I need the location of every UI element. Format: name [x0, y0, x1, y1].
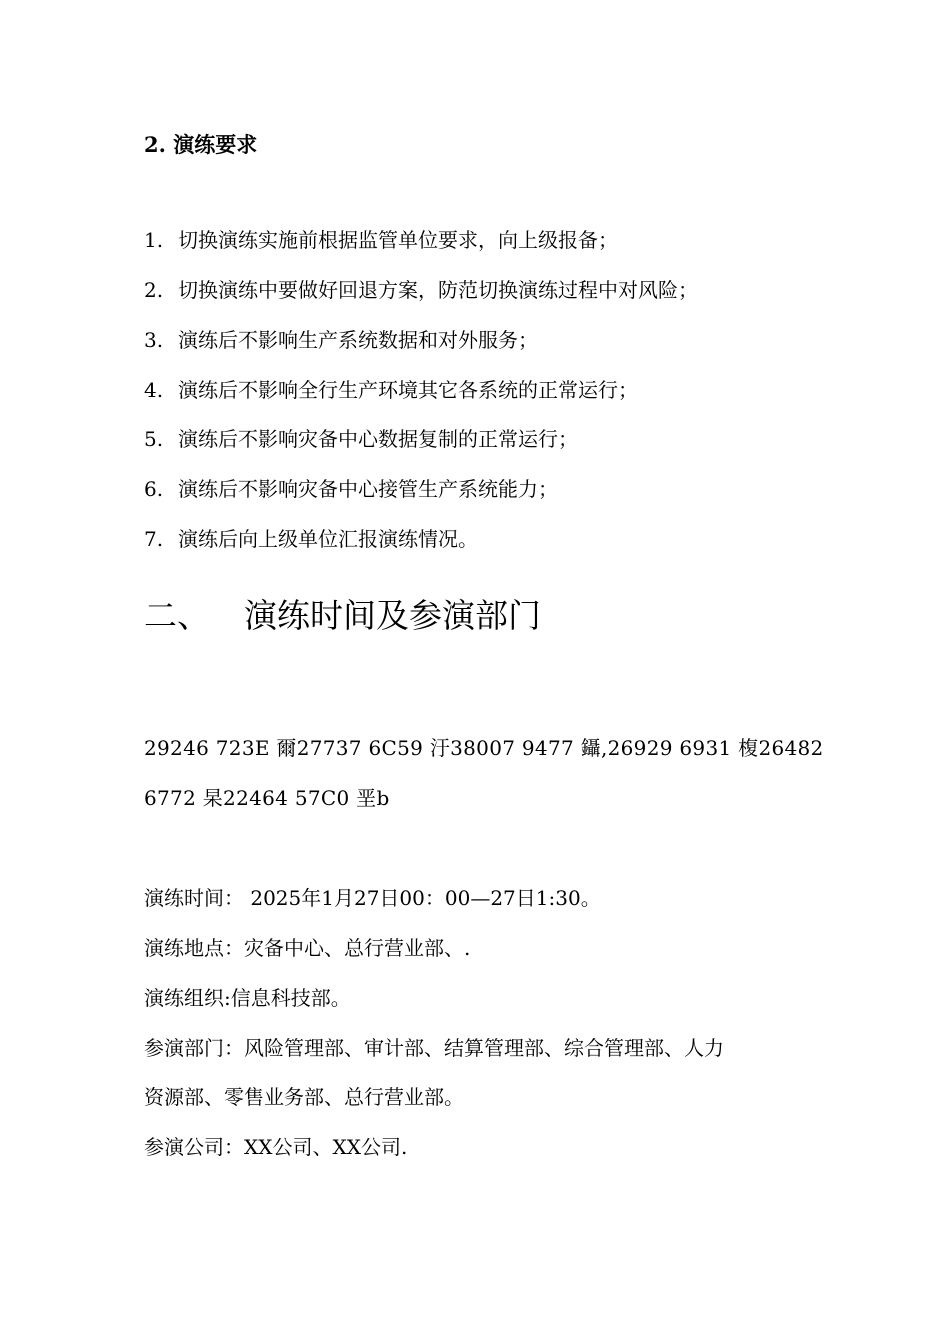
- requirement-item: [144, 525, 478, 553]
- item-number: 1.: [144, 228, 164, 252]
- garbled-text-line: 6772 杲22464 57C0 垩b: [144, 786, 390, 810]
- section-title: 演练时间及参演部门: [244, 596, 541, 635]
- section-heading: [144, 594, 541, 638]
- item-text: 切换演练中要做好回退方案，防范切换演练过程中对风险；: [178, 278, 698, 302]
- participating-departments: 参演部门：风险管理部、审计部、结算管理部、综合管理部、人力: [144, 1036, 724, 1060]
- item-number: 7.: [144, 527, 164, 551]
- item-text: 演练后不影响生产系统数据和对外服务；: [178, 328, 538, 352]
- item-number: 3.: [144, 328, 164, 352]
- item-number: 2.: [144, 278, 164, 302]
- item-text: 演练后向上级单位汇报演练情况。: [178, 527, 478, 551]
- item-text: 演练后不影响灾备中心接管生产系统能力；: [178, 477, 558, 501]
- item-number: 4.: [144, 378, 164, 402]
- requirement-item: [144, 276, 698, 304]
- requirements-heading: 2. 演练要求: [144, 132, 258, 157]
- garbled-text-line: 29246 723E 爾27737 6C59 汙38007 9477 鑷,26929 6931 椱26482: [144, 736, 824, 760]
- item-number: 5.: [144, 427, 164, 451]
- drill-time: 演练时间： 2025年1月27日00：00—27日1:30。: [144, 886, 601, 910]
- requirement-item: [144, 326, 538, 354]
- drill-location: 演练地点：灾备中心、总行营业部、.: [144, 936, 471, 960]
- item-text: 演练后不影响全行生产环境其它各系统的正常运行；: [178, 378, 638, 402]
- item-number: 6.: [144, 477, 164, 501]
- drill-organizer: 演练组织:信息科技部。: [144, 986, 351, 1010]
- item-text: 切换演练实施前根据监管单位要求，向上级报备；: [178, 228, 618, 252]
- requirement-item: [144, 376, 638, 404]
- participating-departments-cont: 资源部、零售业务部、总行营业部。: [144, 1085, 464, 1109]
- participating-companies: 参演公司：XX公司、XX公司.: [144, 1135, 408, 1159]
- section-number: 二、: [144, 596, 210, 635]
- requirement-item: [144, 425, 578, 453]
- requirement-item: [144, 475, 558, 503]
- item-text: 演练后不影响灾备中心数据复制的正常运行；: [178, 427, 578, 451]
- requirement-item: [144, 226, 618, 254]
